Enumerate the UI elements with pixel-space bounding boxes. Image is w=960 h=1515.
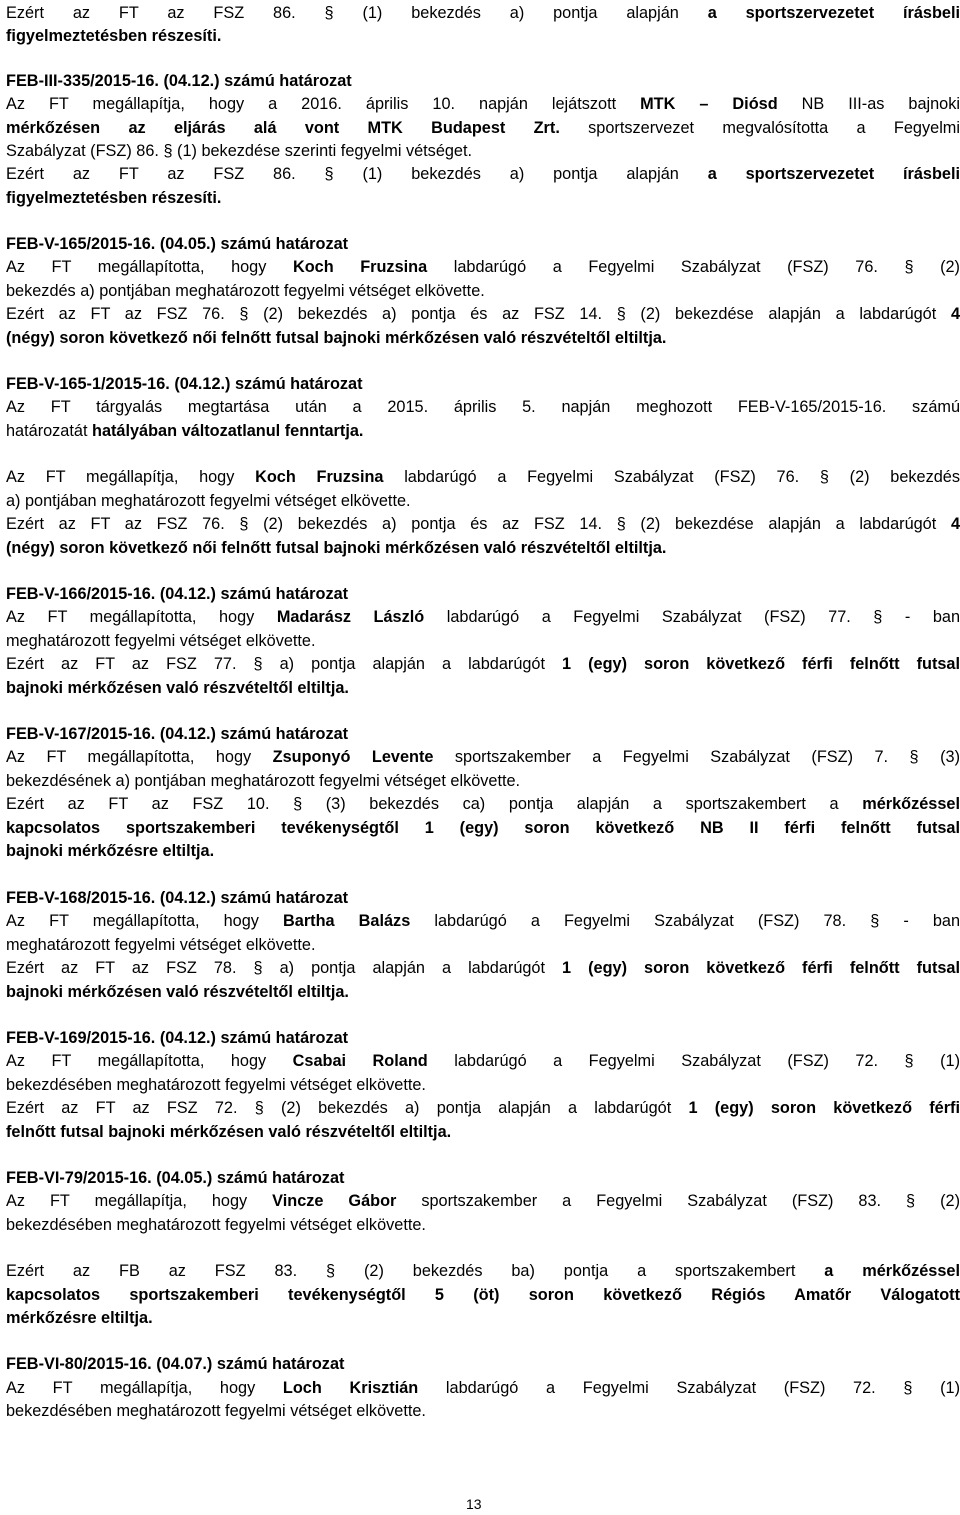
text-line (6, 934, 960, 956)
text-line (6, 677, 960, 699)
bold-text: a sportszervezetet írásbeli (707, 165, 960, 183)
text-line (6, 513, 960, 535)
text-line (6, 373, 960, 395)
text-run: Ezért az FT az FSZ 77. § a) pontja alapján a labdarúgót (6, 655, 563, 673)
bold-text: FEB-V-165-1/2015-16. (04.12.) számú határozat (6, 375, 363, 393)
bold-text: Vincze Gábor (272, 1192, 397, 1210)
text-line (6, 187, 960, 209)
text-line (6, 957, 960, 979)
text-run: Az FT megállapítja, hogy (6, 468, 256, 486)
text-line (6, 606, 960, 628)
text-line (6, 1074, 960, 1096)
text-line (6, 2, 960, 24)
text-run: labdarúgó a Fegyelmi Szabályzat (FSZ) 77. § - ban (424, 608, 960, 626)
text-run: Ezért az FT az FSZ 86. § (1) bekezdés a) pontja alapján (6, 165, 708, 183)
text-line (6, 653, 960, 675)
bold-text: MTK – Diósd (640, 95, 778, 113)
text-line (6, 490, 960, 512)
bold-text: kapcsolatos sportszakemberi tevékenységtől 5 (öt) soron következő Régiós Amatőr Válogatott (6, 1286, 960, 1304)
bold-text: Koch Fruzsina (292, 258, 428, 276)
bold-text: FEB-VI-79/2015-16. (04.05.) számú határozat (6, 1169, 345, 1187)
bold-text: Madarász László (276, 608, 425, 626)
text-run: Az FT megállapította, hogy (6, 608, 277, 626)
text-line (6, 537, 960, 559)
text-run: meghatározott fegyelmi vétséget elkövette. (6, 936, 316, 954)
bold-text: hatályában változatlanul fenntartja. (92, 422, 364, 440)
bold-text: kapcsolatos sportszakemberi tevékenységtől 1 (egy) soron következő NB II férfi felnőtt futsal (6, 819, 960, 837)
text-run: labdarúgó a Fegyelmi Szabályzat (FSZ) 76. § (2) bekezdés (383, 468, 960, 486)
text-line (6, 327, 960, 349)
text-line (6, 910, 960, 932)
text-line (6, 1260, 960, 1282)
bold-text: (négy) soron következő női felnőtt futsal bajnoki mérkőzésen való részvételtől eltiltja. (6, 539, 667, 557)
text-run: bekezdés a) pontjában meghatározott fegyelmi vétséget elkövette. (6, 282, 485, 300)
text-run: Az FT megállapította, hogy (6, 258, 293, 276)
text-line (6, 1377, 960, 1399)
bold-text: FEB-V-169/2015-16. (04.12.) számú határozat (6, 1029, 349, 1047)
text-run: Ezért az FT az FSZ 86. § (1) bekezdés a) pontja alapján (6, 4, 708, 22)
bold-text: FEB-III-335/2015-16. (04.12.) számú határozat (6, 72, 352, 90)
text-run: bekezdésében meghatározott fegyelmi vétséget elkövette. (6, 1076, 426, 1094)
bold-text: bajnoki mérkőzésre eltiltja. (6, 842, 215, 860)
text-run: Az FT megállapítja, hogy a 2016. április 10. napján lejátszott (6, 95, 641, 113)
text-line (6, 746, 960, 768)
bold-text: 4 (950, 305, 960, 323)
text-line (6, 1097, 960, 1119)
text-line (6, 840, 960, 862)
bold-text: mérkőzésre eltiltja. (6, 1309, 153, 1327)
bold-text: mérkőzésen az eljárás alá vont MTK Budapest Zrt. (6, 119, 560, 137)
text-run: Az FT megállapítja, hogy (6, 1192, 273, 1210)
text-line (6, 420, 960, 442)
bold-text: figyelmeztetésben részesíti. (6, 189, 222, 207)
page-number: 13 (466, 1496, 482, 1512)
bold-text: a sportszervezetet írásbeli (707, 4, 960, 22)
text-run: határozatát (6, 422, 92, 440)
bold-text: 1 (egy) soron következő férfi felnőtt futsal (562, 655, 960, 673)
bold-text: 4 (950, 515, 960, 533)
bold-text: 1 (egy) soron következő férfi felnőtt futsal (562, 959, 960, 977)
bold-text: Zsuponyó Levente (272, 748, 434, 766)
text-run: NB III-as bajnoki (777, 95, 960, 113)
text-line (6, 1400, 960, 1422)
text-run: Az FT megállapította, hogy (6, 748, 273, 766)
text-line (6, 723, 960, 745)
text-line (6, 981, 960, 1003)
text-line (6, 93, 960, 115)
text-run: labdarúgó a Fegyelmi Szabályzat (FSZ) 76. § (2) (427, 258, 960, 276)
text-run: Ezért az FT az FSZ 10. § (3) bekezdés ca) pontja alapján a sportszakembert a (6, 795, 863, 813)
text-run: meghatározott fegyelmi vétséget elkövette. (6, 632, 316, 650)
text-line (6, 817, 960, 839)
bold-text: FEB-V-165/2015-16. (04.05.) számú határozat (6, 235, 349, 253)
text-line (6, 466, 960, 488)
text-line (6, 1050, 960, 1072)
bold-text: Bartha Balázs (283, 912, 411, 930)
text-run: a) pontjában meghatározott fegyelmi vétséget elkövette. (6, 492, 411, 510)
text-line (6, 770, 960, 792)
text-run: Ezért az FT az FSZ 76. § (2) bekezdés a) pontja és az FSZ 14. § (2) bekezdése alapján a labdarúgót (6, 305, 951, 323)
text-run: Az FT megállapította, hogy (6, 1052, 293, 1070)
text-line (6, 1307, 960, 1329)
text-run: Ezért az FT az FSZ 72. § (2) bekezdés a) pontja alapján a labdarúgót (6, 1099, 689, 1117)
text-line (6, 630, 960, 652)
text-line (6, 140, 960, 162)
text-line (6, 1121, 960, 1143)
text-line (6, 1353, 960, 1375)
text-line (6, 396, 960, 418)
text-run: Az FT megállapította, hogy (6, 912, 284, 930)
text-run: Az FT megállapítja, hogy (6, 1379, 283, 1397)
bold-text: mérkőzéssel (862, 795, 960, 813)
text-run: Az FT tárgyalás megtartása után a 2015. április 5. napján meghozott FEB-V-165/2015-16. számú (6, 398, 960, 416)
bold-text: Koch Fruzsina (255, 468, 384, 486)
text-run: bekezdésében meghatározott fegyelmi vétséget elkövette. (6, 1402, 426, 1420)
text-line (6, 280, 960, 302)
text-line (6, 163, 960, 185)
text-run: labdarúgó a Fegyelmi Szabályzat (FSZ) 72. § (1) (418, 1379, 960, 1397)
text-run: labdarúgó a Fegyelmi Szabályzat (FSZ) 78. § - ban (410, 912, 960, 930)
bold-text: (négy) soron következő női felnőtt futsal bajnoki mérkőzésen való részvételtől eltiltja. (6, 329, 667, 347)
text-run: Szabályzat (FSZ) 86. § (1) bekezdése szerinti fegyelmi vétséget. (6, 142, 473, 160)
bold-text: figyelmeztetésben részesíti. (6, 27, 222, 45)
bold-text: FEB-V-166/2015-16. (04.12.) számú határozat (6, 585, 349, 603)
bold-text: FEB-VI-80/2015-16. (04.07.) számú határozat (6, 1355, 345, 1373)
text-line (6, 233, 960, 255)
text-line (6, 70, 960, 92)
text-line (6, 303, 960, 325)
bold-text: Loch Krisztián (282, 1379, 419, 1397)
text-line (6, 1190, 960, 1212)
bold-text: felnőtt futsal bajnoki mérkőzésen való részvételtől eltiltja. (6, 1123, 452, 1141)
text-line (6, 887, 960, 909)
text-run: Ezért az FT az FSZ 78. § a) pontja alapján a labdarúgót (6, 959, 563, 977)
text-run: Ezért az FT az FSZ 76. § (2) bekezdés a) pontja és az FSZ 14. § (2) bekezdése alapján a labdarúgót (6, 515, 951, 533)
bold-text: 1 (egy) soron következő férfi (688, 1099, 960, 1117)
text-line (6, 25, 960, 47)
bold-text: FEB-V-168/2015-16. (04.12.) számú határozat (6, 889, 349, 907)
bold-text: FEB-V-167/2015-16. (04.12.) számú határozat (6, 725, 349, 743)
bold-text: Csabai Roland (292, 1052, 428, 1070)
text-run: sportszakember a Fegyelmi Szabályzat (FSZ) 7. § (3) (433, 748, 960, 766)
text-line (6, 793, 960, 815)
text-line (6, 1027, 960, 1049)
text-line (6, 117, 960, 139)
text-line (6, 256, 960, 278)
text-run: Ezért az FB az FSZ 83. § (2) bekezdés ba) pontja a sportszakembert (6, 1262, 825, 1280)
text-run: bekezdésében meghatározott fegyelmi vétséget elkövette. (6, 1216, 426, 1234)
text-line (6, 583, 960, 605)
bold-text: bajnoki mérkőzésen való részvételtől eltiltja. (6, 983, 349, 1001)
text-line (6, 1284, 960, 1306)
text-line (6, 1167, 960, 1189)
text-run: sportszakember a Fegyelmi Szabályzat (FSZ) 83. § (2) (396, 1192, 960, 1210)
text-line (6, 1214, 960, 1236)
text-run: labdarúgó a Fegyelmi Szabályzat (FSZ) 72. § (1) (427, 1052, 960, 1070)
text-run: bekezdésének a) pontjában meghatározott fegyelmi vétséget elkövette. (6, 772, 521, 790)
bold-text: a mérkőzéssel (824, 1262, 960, 1280)
bold-text: bajnoki mérkőzésen való részvételtől eltiltja. (6, 679, 349, 697)
text-run: sportszervezet megvalósította a Fegyelmi (559, 119, 960, 137)
